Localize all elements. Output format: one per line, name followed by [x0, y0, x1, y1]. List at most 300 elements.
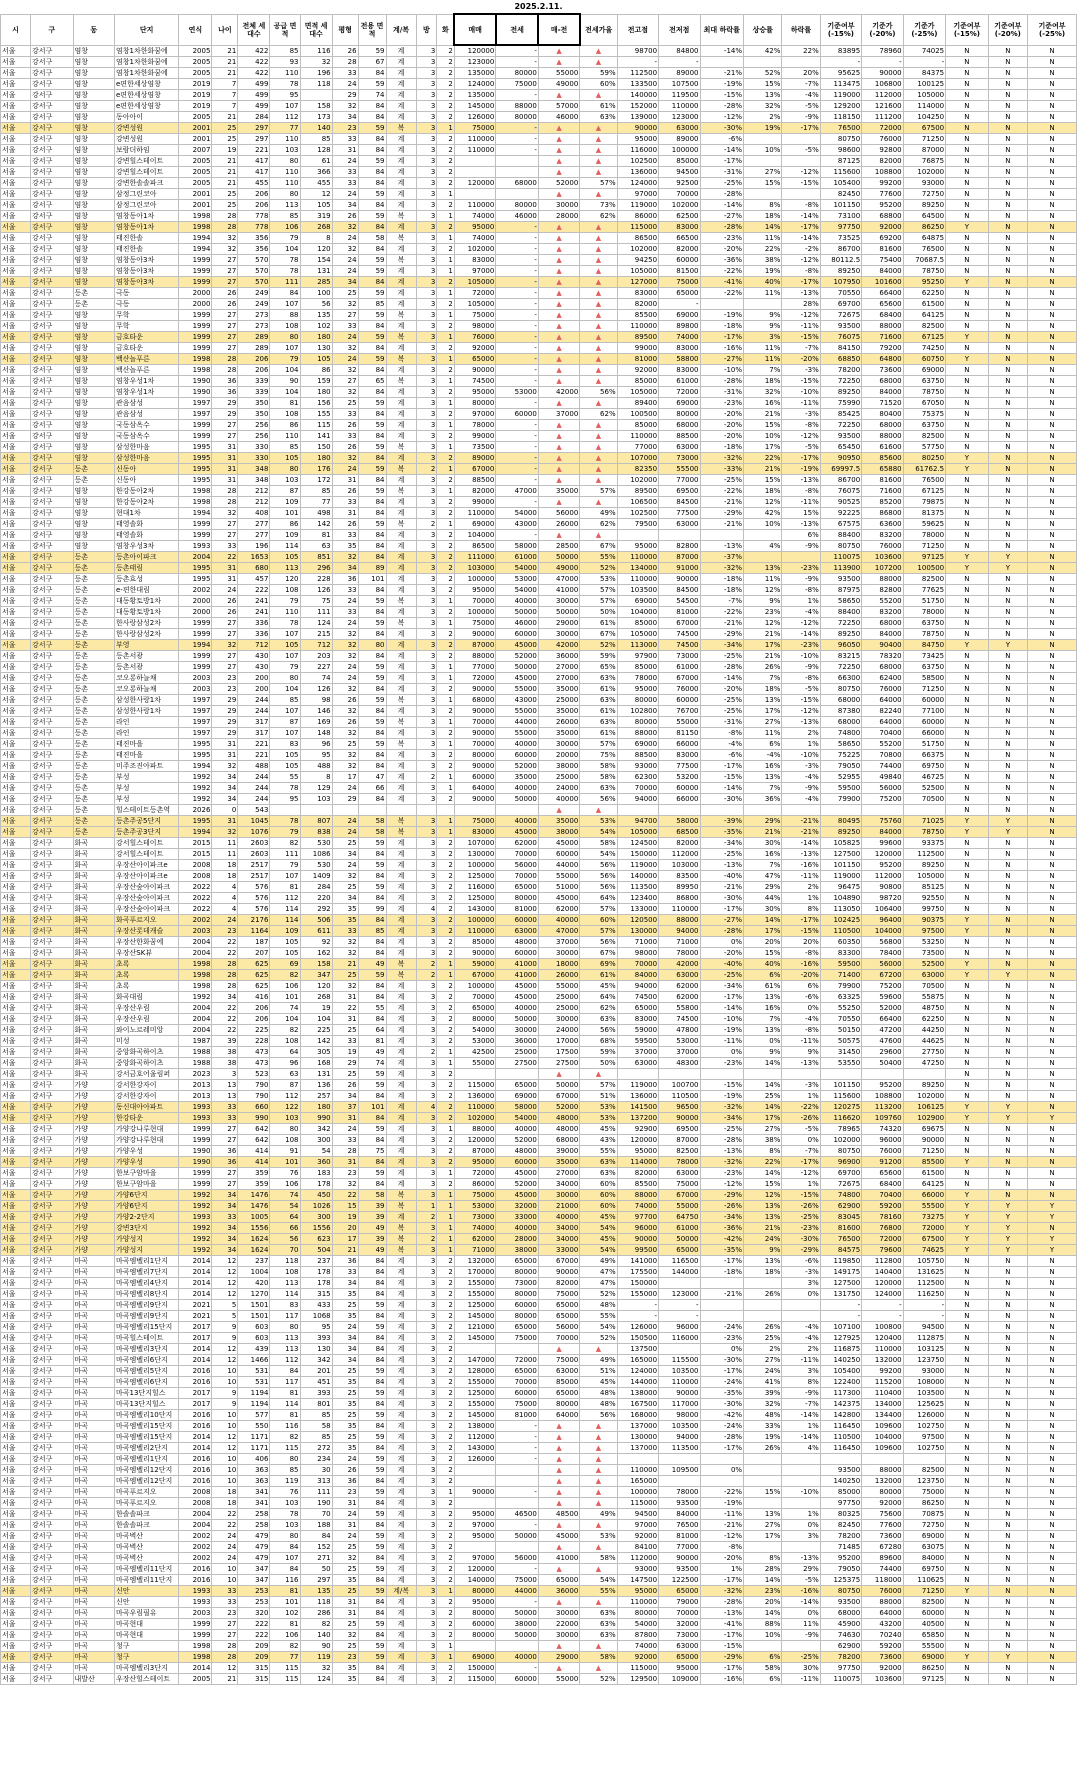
cell-dong[interactable]: 염창	[73, 123, 114, 134]
cell-area_households[interactable]: 111	[300, 1487, 332, 1498]
cell-base20[interactable]: 43200	[862, 1619, 903, 1630]
cell-supply[interactable]: 81	[270, 398, 300, 409]
cell-base25[interactable]: 103125	[903, 1344, 946, 1355]
cell-jeonse[interactable]	[496, 156, 539, 167]
cell-year[interactable]: 2008	[179, 1487, 212, 1498]
cell-year[interactable]: 2015	[179, 849, 212, 860]
header-type[interactable]: 계/복	[386, 14, 416, 45]
cell-sale[interactable]: 111000	[454, 552, 495, 563]
cell-yn15[interactable]: N	[946, 1278, 989, 1289]
cell-area_households[interactable]: 433	[300, 1300, 332, 1311]
cell-type[interactable]: 계	[386, 1553, 416, 1564]
cell-sale[interactable]: 77000	[454, 662, 495, 673]
cell-jeonse[interactable]: 60000	[496, 750, 539, 761]
cell-rooms[interactable]: 3	[416, 1674, 437, 1685]
cell-rise[interactable]: 12%	[744, 497, 782, 508]
cell-max_drop[interactable]: -10%	[700, 1014, 744, 1025]
cell-danji[interactable]: 신동아	[115, 475, 179, 486]
cell-yn25[interactable]: N	[1028, 970, 1077, 981]
cell-exclusive[interactable]: 59	[358, 486, 386, 497]
cell-baths[interactable]: 2	[437, 1674, 455, 1685]
cell-area_households[interactable]: 315	[300, 1289, 332, 1300]
cell-type[interactable]: 계	[386, 431, 416, 442]
cell-gu[interactable]: 강서구	[31, 893, 74, 904]
cell-area_households[interactable]: 103	[300, 794, 332, 805]
cell-households[interactable]: 1270	[238, 1289, 270, 1300]
cell-rooms[interactable]: 3	[416, 1091, 437, 1102]
cell-max_drop[interactable]: -33%	[700, 464, 744, 475]
cell-base15_yn[interactable]: 83215	[820, 651, 861, 662]
cell-prev_low[interactable]: 81150	[659, 728, 700, 739]
cell-dong[interactable]: 등촌	[73, 299, 114, 310]
cell-jeonse_ratio[interactable]: ▲	[580, 453, 617, 464]
cell-prev_low[interactable]: 54500	[659, 596, 700, 607]
cell-exclusive[interactable]: 84	[358, 728, 386, 739]
cell-base15_yn[interactable]: 81600	[820, 1223, 861, 1234]
cell-gu[interactable]: 강서구	[31, 1663, 74, 1674]
cell-yn20[interactable]: N	[988, 1333, 1027, 1344]
cell-yn20[interactable]: N	[988, 134, 1027, 145]
cell-gap[interactable]: 30000	[538, 739, 579, 750]
cell-rise[interactable]: 58%	[744, 1663, 782, 1674]
cell-gap[interactable]: 33000	[538, 1245, 579, 1256]
cell-prev_low[interactable]: 94500	[659, 167, 700, 178]
cell-danji[interactable]: 삼성한사랑1차	[115, 706, 179, 717]
cell-danji[interactable]: 관음삼성	[115, 409, 179, 420]
cell-base25[interactable]: 70500	[903, 794, 946, 805]
cell-households[interactable]: 603	[238, 1333, 270, 1344]
cell-supply[interactable]: 85	[270, 45, 300, 57]
cell-si[interactable]: 서울	[1, 563, 31, 574]
cell-baths[interactable]: 1	[437, 266, 455, 277]
cell-pyeong[interactable]: 21	[332, 959, 358, 970]
cell-drop[interactable]: -23%	[782, 1223, 820, 1234]
cell-dong[interactable]: 염창	[73, 420, 114, 431]
cell-rise[interactable]: 21%	[744, 409, 782, 420]
cell-area_households[interactable]: 215	[300, 629, 332, 640]
cell-rise[interactable]: 14%	[744, 222, 782, 233]
table-row[interactable]	[1, 750, 1077, 761]
cell-baths[interactable]: 2	[437, 57, 455, 68]
cell-base15_yn[interactable]: 117300	[820, 1388, 861, 1399]
cell-households[interactable]: 356	[238, 244, 270, 255]
cell-yn15[interactable]: N	[946, 420, 989, 431]
table-row[interactable]	[1, 827, 1077, 838]
cell-exclusive[interactable]: 49	[358, 1223, 386, 1234]
cell-supply[interactable]: 79	[270, 233, 300, 244]
cell-area_households[interactable]: 30	[300, 1465, 332, 1476]
cell-gap[interactable]: 25000	[538, 772, 579, 783]
cell-type[interactable]: 계	[386, 1443, 416, 1454]
cell-base15_yn[interactable]: 71485	[820, 1542, 861, 1553]
cell-sale[interactable]: 68000	[454, 695, 495, 706]
cell-supply[interactable]: 106	[270, 981, 300, 992]
cell-sale[interactable]: 115000	[454, 1674, 495, 1685]
cell-danji[interactable]: 등촌효성	[115, 574, 179, 585]
cell-si[interactable]: 서울	[1, 937, 31, 948]
cell-rise[interactable]: 2%	[744, 1344, 782, 1355]
cell-si[interactable]: 서울	[1, 530, 31, 541]
cell-yn15[interactable]: Y	[946, 970, 989, 981]
cell-baths[interactable]: 2	[437, 981, 455, 992]
cell-area_households[interactable]: 142	[300, 1036, 332, 1047]
cell-yn15[interactable]: N	[946, 211, 989, 222]
cell-yn25[interactable]: N	[1028, 728, 1077, 739]
cell-pyeong[interactable]: 17	[332, 772, 358, 783]
cell-jeonse_ratio[interactable]: ▲	[580, 167, 617, 178]
cell-rooms[interactable]: 2	[416, 970, 437, 981]
cell-dong[interactable]: 마곡	[73, 1564, 114, 1575]
cell-jeonse[interactable]: 50000	[496, 1531, 539, 1542]
cell-jeonse[interactable]: 45000	[496, 673, 539, 684]
cell-pyeong[interactable]: 32	[332, 981, 358, 992]
cell-pyeong[interactable]: 17	[332, 1234, 358, 1245]
cell-gu[interactable]: 강서구	[31, 1047, 74, 1058]
cell-gu[interactable]: 강서구	[31, 508, 74, 519]
cell-base20[interactable]: 68000	[862, 618, 903, 629]
cell-exclusive[interactable]: 84	[358, 1498, 386, 1509]
cell-pyeong[interactable]: 35	[332, 541, 358, 552]
cell-supply[interactable]: 56	[270, 1234, 300, 1245]
cell-dong[interactable]: 마곡	[73, 1608, 114, 1619]
cell-prev_high[interactable]: 94000	[617, 794, 658, 805]
cell-year[interactable]: 1999	[179, 651, 212, 662]
cell-supply[interactable]: 63	[270, 1069, 300, 1080]
cell-drop[interactable]: -20%	[782, 970, 820, 981]
cell-sale[interactable]: 72000	[454, 673, 495, 684]
cell-jeonse[interactable]: 70000	[496, 849, 539, 860]
cell-area_households[interactable]: 118	[300, 79, 332, 90]
cell-gap[interactable]: 57000	[538, 101, 579, 112]
cell-exclusive[interactable]: 84	[358, 607, 386, 618]
cell-max_drop[interactable]: -22%	[700, 288, 744, 299]
cell-type[interactable]: 계	[386, 893, 416, 904]
cell-pyeong[interactable]: 26	[332, 1080, 358, 1091]
cell-jeonse[interactable]: 58000	[496, 541, 539, 552]
cell-base25[interactable]: 94500	[903, 1322, 946, 1333]
table-row[interactable]	[1, 1498, 1077, 1509]
cell-max_drop[interactable]: -6%	[700, 750, 744, 761]
cell-drop[interactable]	[782, 57, 820, 68]
cell-area_households[interactable]: 300	[300, 1135, 332, 1146]
cell-area_households[interactable]: 285	[300, 277, 332, 288]
cell-base25[interactable]: 52500	[903, 959, 946, 970]
cell-jeonse[interactable]: 60000	[496, 409, 539, 420]
cell-dong[interactable]: 염창	[73, 508, 114, 519]
cell-gu[interactable]: 강서구	[31, 1322, 74, 1333]
cell-prev_high[interactable]: 77000	[617, 442, 658, 453]
cell-yn15[interactable]: N	[946, 1344, 989, 1355]
cell-sale[interactable]: 110000	[454, 200, 495, 211]
cell-supply[interactable]: 78	[270, 1509, 300, 1520]
cell-baths[interactable]: 2	[437, 1179, 455, 1190]
cell-base20[interactable]: 73600	[862, 365, 903, 376]
cell-jeonse_ratio[interactable]: 52%	[580, 1674, 617, 1685]
cell-type[interactable]: 계	[386, 728, 416, 739]
cell-base25[interactable]: 61500	[903, 1168, 946, 1179]
cell-rooms[interactable]: 3	[416, 1553, 437, 1564]
cell-age[interactable]: 31	[212, 464, 238, 475]
cell-jeonse_ratio[interactable]: 57%	[580, 904, 617, 915]
cell-pyeong[interactable]: 29	[332, 1058, 358, 1069]
cell-prev_high[interactable]: 81000	[617, 354, 658, 365]
cell-type[interactable]: 계	[386, 574, 416, 585]
table-row[interactable]	[1, 937, 1077, 948]
cell-type[interactable]: 계	[386, 640, 416, 651]
table-row[interactable]	[1, 695, 1077, 706]
cell-type[interactable]: 복	[386, 1245, 416, 1256]
cell-exclusive[interactable]: 59	[358, 1509, 386, 1520]
cell-exclusive[interactable]: 84	[358, 112, 386, 123]
cell-baths[interactable]: 1	[437, 398, 455, 409]
cell-yn15[interactable]: N	[946, 1608, 989, 1619]
cell-yn25[interactable]: N	[1028, 1124, 1077, 1135]
cell-drop[interactable]: -14%	[782, 629, 820, 640]
cell-age[interactable]: 24	[212, 1542, 238, 1553]
cell-supply[interactable]: 107	[270, 299, 300, 310]
cell-prev_high[interactable]: 70000	[617, 959, 658, 970]
cell-jeonse[interactable]	[496, 1344, 539, 1355]
cell-type[interactable]: 계	[386, 706, 416, 717]
cell-yn25[interactable]: N	[1028, 607, 1077, 618]
cell-prev_high[interactable]: 63000	[617, 1058, 658, 1069]
cell-area_households[interactable]: 155	[300, 409, 332, 420]
cell-supply[interactable]: 77	[270, 123, 300, 134]
cell-households[interactable]: 241	[238, 596, 270, 607]
cell-type[interactable]: 계	[386, 563, 416, 574]
cell-age[interactable]: 25	[212, 200, 238, 211]
cell-base15_yn[interactable]: -	[820, 57, 861, 68]
cell-jeonse_ratio[interactable]: 56%	[580, 1025, 617, 1036]
cell-max_drop[interactable]: -41%	[700, 277, 744, 288]
cell-type[interactable]: 계	[386, 1267, 416, 1278]
cell-si[interactable]: 서울	[1, 57, 31, 68]
cell-drop[interactable]: -12%	[782, 618, 820, 629]
cell-yn20[interactable]: N	[988, 45, 1027, 57]
cell-pyeong[interactable]: 25	[332, 288, 358, 299]
table-row[interactable]	[1, 1278, 1077, 1289]
cell-exclusive[interactable]: 59	[358, 596, 386, 607]
cell-jeonse_ratio[interactable]: ▲	[580, 464, 617, 475]
cell-prev_low[interactable]: 69500	[659, 486, 700, 497]
cell-yn20[interactable]: N	[988, 409, 1027, 420]
cell-max_drop[interactable]: -19%	[700, 79, 744, 90]
table-row[interactable]	[1, 607, 1077, 618]
cell-sale[interactable]	[454, 167, 495, 178]
cell-exclusive[interactable]: 59	[358, 1168, 386, 1179]
cell-baths[interactable]: 1	[437, 1586, 455, 1597]
cell-drop[interactable]: 22%	[782, 45, 820, 57]
cell-dong[interactable]: 화곡	[73, 926, 114, 937]
cell-gap[interactable]: 34000	[538, 1223, 579, 1234]
cell-danji[interactable]: 마곡엠벨리15단지	[115, 1432, 179, 1443]
cell-yn20[interactable]: Y	[988, 1201, 1027, 1212]
cell-base20[interactable]: 76000	[862, 541, 903, 552]
cell-prev_low[interactable]: 65000	[659, 1245, 700, 1256]
cell-danji[interactable]: 강서힐스테이트	[115, 838, 179, 849]
cell-prev_low[interactable]	[659, 1344, 700, 1355]
cell-base20[interactable]: 64000	[862, 717, 903, 728]
cell-dong[interactable]: 등촌	[73, 739, 114, 750]
cell-sale[interactable]: 67000	[454, 464, 495, 475]
cell-year[interactable]: 1993	[179, 1212, 212, 1223]
cell-area_households[interactable]: 136	[300, 1080, 332, 1091]
cell-households[interactable]: 1194	[238, 1388, 270, 1399]
cell-si[interactable]: 서울	[1, 497, 31, 508]
cell-max_drop[interactable]: 1%	[700, 1564, 744, 1575]
cell-age[interactable]: 27	[212, 431, 238, 442]
cell-area_households[interactable]: 54	[300, 1146, 332, 1157]
cell-pyeong[interactable]: 35	[332, 1399, 358, 1410]
cell-base20[interactable]: 65880	[862, 464, 903, 475]
cell-jeonse_ratio[interactable]: ▲	[580, 1641, 617, 1652]
cell-prev_low[interactable]: 60000	[659, 695, 700, 706]
cell-rooms[interactable]: 3	[416, 1498, 437, 1509]
cell-gap[interactable]: ▲	[538, 222, 579, 233]
cell-si[interactable]: 서울	[1, 387, 31, 398]
cell-supply[interactable]: 104	[270, 1014, 300, 1025]
cell-base15_yn[interactable]: 68000	[820, 1608, 861, 1619]
cell-pyeong[interactable]: 24	[332, 1322, 358, 1333]
cell-drop[interactable]: -19%	[782, 464, 820, 475]
cell-rise[interactable]	[744, 156, 782, 167]
cell-rise[interactable]: 25%	[744, 1333, 782, 1344]
cell-rise[interactable]: 15%	[744, 420, 782, 431]
cell-year[interactable]: 2008	[179, 860, 212, 871]
cell-rise[interactable]	[744, 1311, 782, 1322]
cell-max_drop[interactable]	[700, 1476, 744, 1487]
cell-age[interactable]: 12	[212, 1355, 238, 1366]
cell-danji[interactable]: 현대1차	[115, 508, 179, 519]
cell-si[interactable]: 서울	[1, 651, 31, 662]
cell-si[interactable]: 서울	[1, 1047, 31, 1058]
cell-prev_high[interactable]: 83000	[617, 288, 658, 299]
cell-base15_yn[interactable]	[820, 1069, 861, 1080]
cell-yn15[interactable]: N	[946, 1311, 989, 1322]
cell-base20[interactable]: 75200	[862, 981, 903, 992]
cell-prev_high[interactable]: 105000	[617, 827, 658, 838]
cell-age[interactable]: 32	[212, 640, 238, 651]
cell-baths[interactable]: 2	[437, 893, 455, 904]
cell-gap[interactable]: 49000	[538, 79, 579, 90]
cell-base15_yn[interactable]: 74630	[820, 1630, 861, 1641]
cell-rise[interactable]: 27%	[744, 1124, 782, 1135]
cell-yn15[interactable]: N	[946, 1058, 989, 1069]
cell-type[interactable]: 계	[386, 1069, 416, 1080]
table-row[interactable]	[1, 1179, 1077, 1190]
cell-yn15[interactable]: N	[946, 45, 989, 57]
cell-yn25[interactable]: N	[1028, 123, 1077, 134]
cell-prev_high[interactable]: -	[617, 1311, 658, 1322]
cell-households[interactable]: 576	[238, 893, 270, 904]
cell-sale[interactable]: 80000	[454, 1014, 495, 1025]
cell-pyeong[interactable]: 33	[332, 530, 358, 541]
cell-rise[interactable]	[744, 552, 782, 563]
cell-gu[interactable]: 강서구	[31, 882, 74, 893]
header-yn25[interactable]: 기준여부 (-25%)	[1028, 14, 1077, 45]
cell-drop[interactable]: 28%	[782, 299, 820, 310]
cell-age[interactable]: 27	[212, 266, 238, 277]
cell-gap[interactable]: 27000	[538, 662, 579, 673]
cell-base15_yn[interactable]: 107100	[820, 1322, 861, 1333]
table-row[interactable]	[1, 156, 1077, 167]
cell-jeonse_ratio[interactable]: 52%	[580, 1333, 617, 1344]
cell-sale[interactable]: 100000	[454, 915, 495, 926]
cell-gap[interactable]: 41000	[538, 585, 579, 596]
cell-yn15[interactable]: N	[946, 662, 989, 673]
cell-dong[interactable]: 가양	[73, 1135, 114, 1146]
cell-drop[interactable]: -9%	[782, 112, 820, 123]
cell-base25[interactable]: 92550	[903, 893, 946, 904]
cell-max_drop[interactable]: -21%	[700, 68, 744, 79]
cell-households[interactable]: 417	[238, 156, 270, 167]
cell-supply[interactable]: 109	[270, 530, 300, 541]
cell-prev_low[interactable]: 84500	[659, 497, 700, 508]
cell-exclusive[interactable]: 59	[358, 255, 386, 266]
cell-year[interactable]: 2014	[179, 1443, 212, 1454]
cell-yn20[interactable]: N	[988, 420, 1027, 431]
cell-exclusive[interactable]: 89	[358, 563, 386, 574]
cell-base20[interactable]: 82240	[862, 706, 903, 717]
cell-base20[interactable]: 64000	[862, 1608, 903, 1619]
cell-pyeong[interactable]: 19	[332, 1047, 358, 1058]
cell-type[interactable]: 계	[386, 145, 416, 156]
cell-yn25[interactable]: N	[1028, 1454, 1077, 1465]
cell-base20[interactable]: 76800	[862, 1223, 903, 1234]
cell-dong[interactable]: 가양	[73, 1168, 114, 1179]
cell-year[interactable]: 2008	[179, 1498, 212, 1509]
cell-sale[interactable]: 115000	[454, 1080, 495, 1091]
cell-age[interactable]: 34	[212, 1234, 238, 1245]
cell-base20[interactable]: 111200	[862, 112, 903, 123]
cell-households[interactable]: 222	[238, 1630, 270, 1641]
cell-rise[interactable]: -4%	[744, 750, 782, 761]
cell-prev_low[interactable]: 123000	[659, 1289, 700, 1300]
cell-exclusive[interactable]: 59	[358, 1641, 386, 1652]
cell-gu[interactable]: 강서구	[31, 233, 74, 244]
cell-prev_low[interactable]: 80000	[659, 409, 700, 420]
cell-gu[interactable]: 강서구	[31, 871, 74, 882]
cell-area_households[interactable]: 12	[300, 189, 332, 200]
cell-base20[interactable]: 95200	[862, 860, 903, 871]
cell-gap[interactable]: 30000	[538, 200, 579, 211]
table-row[interactable]	[1, 1256, 1077, 1267]
cell-gap[interactable]: 26000	[538, 970, 579, 981]
cell-supply[interactable]: 79	[270, 827, 300, 838]
cell-danji[interactable]: 부성	[115, 772, 179, 783]
cell-yn20[interactable]: N	[988, 739, 1027, 750]
cell-exclusive[interactable]: 59	[358, 354, 386, 365]
cell-age[interactable]: 27	[212, 343, 238, 354]
cell-prev_low[interactable]: 103500	[659, 1366, 700, 1377]
cell-jeonse[interactable]: 40000	[496, 1003, 539, 1014]
cell-pyeong[interactable]: 35	[332, 1289, 358, 1300]
cell-base20[interactable]: 88000	[862, 1597, 903, 1608]
cell-base15_yn[interactable]: 93500	[820, 1465, 861, 1476]
cell-danji[interactable]: 마곡엠벨리3단지	[115, 1344, 179, 1355]
cell-si[interactable]: 서울	[1, 244, 31, 255]
cell-prev_low[interactable]: -	[659, 1311, 700, 1322]
cell-prev_high[interactable]: 110000	[617, 431, 658, 442]
cell-yn20[interactable]: N	[988, 1410, 1027, 1421]
cell-yn15[interactable]: N	[946, 1520, 989, 1531]
cell-dong[interactable]: 마곡	[73, 1641, 114, 1652]
cell-base20[interactable]: 96400	[862, 915, 903, 926]
cell-area_households[interactable]: 95	[300, 1322, 332, 1333]
cell-exclusive[interactable]: 84	[358, 651, 386, 662]
cell-sale[interactable]	[454, 1542, 495, 1553]
cell-pyeong[interactable]: 20	[332, 1223, 358, 1234]
